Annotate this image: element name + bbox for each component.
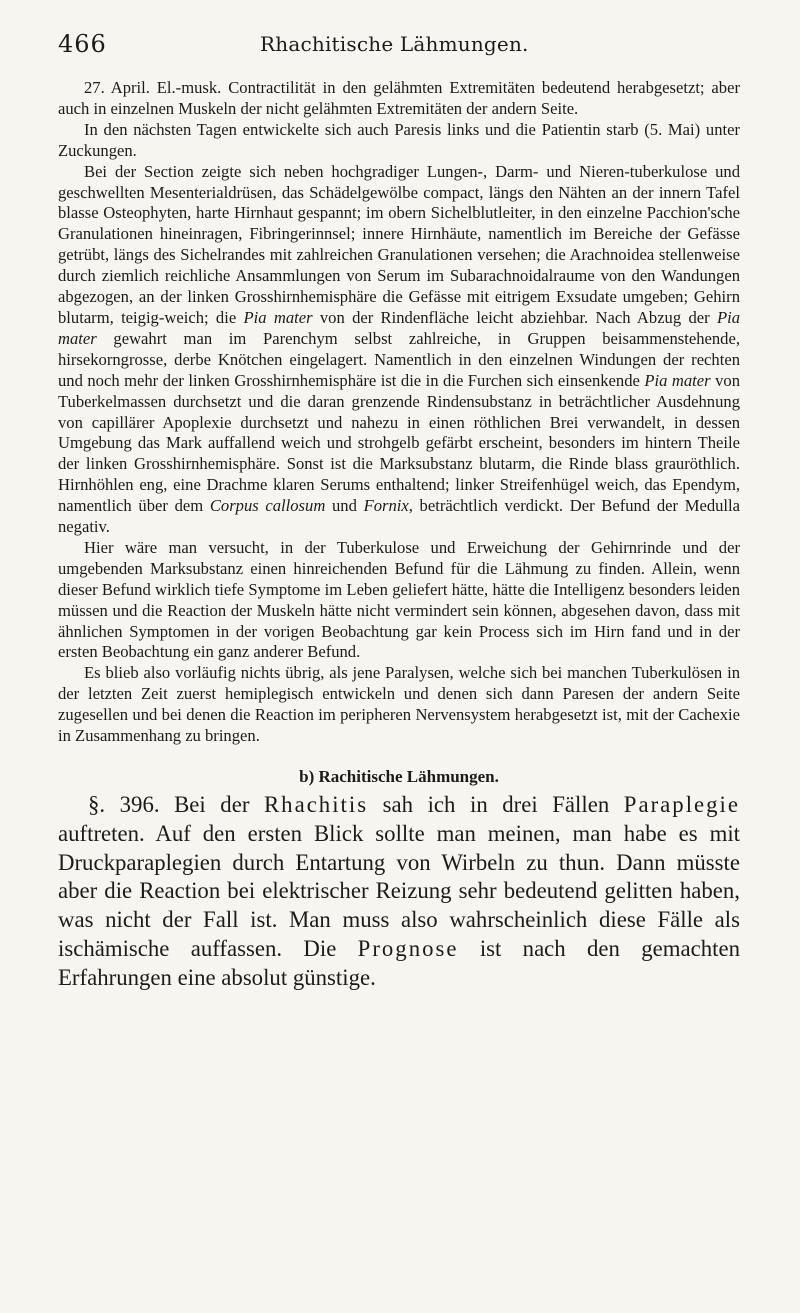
- page-number: 466: [58, 30, 107, 58]
- paragraph-396: §. 396. Bei der Rhachitis sah ich in drei Fällen Paraplegie auftreten. Auf den ersten Blick sollte man meinen, man habe es mit Druckparaplegien durch Entartung von Wirbeln zu thun. Dann müsste aber die Reaction bei elektrischer Reizung sehr bedeutend gelitten haben, was nicht der Fall ist. Man muss also wahrscheinlich diese Fälle als ischämische auffassen. Die Prognose ist nach den gemachten Erfahrungen eine absolut günstige.: [58, 792, 741, 990]
- paragraph-interpretation: Hier wäre man versucht, in der Tuberkulose und Erweichung der Gehirnrinde und der umgebenden Marksubstanz einen hinreichenden Befund für die Lähmung zu finden. Allein, wenn dieser Befund wirklich tiefe Symptome im Leben geliefert hätte, hätte die Intelligenz besonders leiden müssen und die Reaction der Muskeln hätte nicht vermindert sein können, abgesehen davon, dass mit ähnlichen Symptomen in der vorigen Beobachtung gar kein Process sich im Hirn fand und in der ersten Beobachtung ein ganz anderer Befund.: [58, 537, 740, 662]
- section-heading: b) Rachitische Lähmungen.: [299, 767, 499, 786]
- section-body: [58, 791, 740, 993]
- paragraph-conclusion: Es blieb also vorläufig nichts übrig, als jene Paralysen, welche sich bei manchen Tuberkulösen in der letzten Zeit zuerst hemiplegisch entwickeln und denen sich dann Paresen der andern Seite zugesellen und bei denen die Reaction im peripheren Nervensystem herabgesetzt ist, mit der Cachexie in Zusammenhang zu bringen.: [58, 663, 740, 746]
- paragraph-april-27: 27. April. El.-musk. Contractilität in den gelähmten Extremitäten bedeutend herabgesetzt; aber auch in einzelnen Muskeln der nicht gelähmten Extremitäten der andern Seite.: [58, 78, 740, 118]
- paragraph-following-days: In den nächsten Tagen entwickelte sich auch Paresis links und die Patientin starb (5. Mai) unter Zuckungen.: [58, 119, 740, 160]
- running-head: [58, 30, 740, 66]
- paragraph-section-findings: Bei der Section zeigte sich neben hochgradiger Lungen-, Darm- und Nieren-tuberkulose und geschwellten Mesenterialdrüsen, das Schädelgewölbe compact, längs den Nähten an der innern Tafel blasse Osteophyten, harte Hirnhaut gespannt; im obern Sichelblutleiter, in den einzelne Pacchion'sche Granulationen hineinragen, Fibringerinnsel; innere Hirnhäute, namentlich im Bereiche der Gefässe getrübt, längs des Sichelrandes mit zahlreichen Granulationen versehen; die Arachnoidea stellenweise durch ziemlich reichliche Ansammlungen von Serum im Subarachnoidalraume von den Wandungen abgezogen, an der linken Grosshirnhemisphäre die Gefässe mit eitrigem Exsudate umgeben; Gehirn blutarm, teigig-weich; die Pia mater von der Rindenfläche leicht abziehbar. Nach Abzug der Pia mater gewahrt man im Parenchym selbst zahlreiche, in Gruppen beisammenstehende, hirsekorngrosse, derbe Knötchen eingelagert. Namentlich in den einzelnen Windungen der rechten und noch mehr der linken Grosshirnhemisphäre ist die in die Furchen sich einsenkende Pia mater von Tuberkelmassen durchsetzt und die daran grenzende Rindensubstanz in beträchtlicher Ausdehnung von capillärer Apoplexie durchsetzt und nahezu in einen röthlichen Brei verwandelt, in dessen Umgebung das Mark auffallend weich und strohgelb gefärbt erscheint, besonders im hintern Theile der linken Grosshirnhemisphäre. Sonst ist die Marksubstanz blutarm, die Rinde blass grauröthlich. Hirnhöhlen eng, eine Drachme klaren Serums enthaltend; linker Streifenhügel weich, das Ependym, namentlich über dem Corpus callosum und Fornix, beträchtlich verdickt. Der Befund der Medulla negativ.: [58, 161, 740, 537]
- case-report-text: [58, 78, 740, 747]
- running-title: Rhachitische Lähmungen.: [260, 32, 529, 56]
